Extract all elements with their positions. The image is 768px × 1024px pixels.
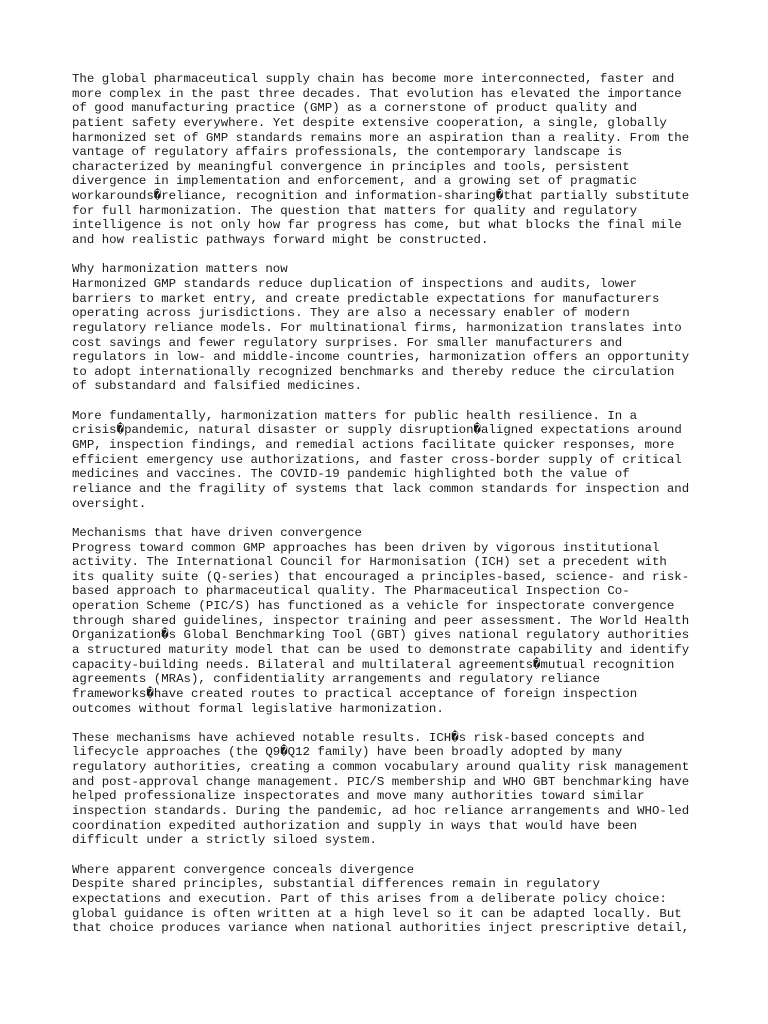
text-line: more complex in the past three decades. That evolution has elevated the importance bbox=[72, 86, 682, 101]
text-line: GMP, inspection findings, and remedial actions facilitate quicker responses, more bbox=[72, 438, 675, 453]
text-line: medicines and vaccines. The COVID-19 pandemic highlighted both the value of bbox=[72, 467, 630, 482]
divergence-section bbox=[72, 863, 712, 936]
text-line: and how realistic pathways forward might be constructed. bbox=[72, 233, 489, 248]
text-line: outcomes without formal legislative harmonization. bbox=[72, 701, 444, 716]
text-line: of good manufacturing practice (GMP) as a cornerstone of product quality and bbox=[72, 101, 638, 116]
paragraph-spacer bbox=[72, 848, 712, 863]
text-line: barriers to market entry, and create predictable expectations for manufacturers bbox=[72, 291, 660, 306]
text-line: Despite shared principles, substantial differences remain in regulatory bbox=[72, 877, 600, 892]
text-line: Organization�s Global Benchmarking Tool (GBT) gives national regulatory authorities bbox=[72, 628, 690, 643]
text-line: activity. The International Council for Harmonisation (ICH) set a precedent with bbox=[72, 555, 667, 570]
paragraph-spacer bbox=[72, 511, 712, 526]
text-line: regulatory authorities, creating a common vocabulary around quality risk management bbox=[72, 760, 690, 775]
text-line: patient safety everywhere. Yet despite extensive cooperation, a single, globally bbox=[72, 115, 667, 130]
text-line: for full harmonization. The question that matters for quality and regulatory bbox=[72, 203, 638, 218]
text-line: coordination expedited authorization and supply in ways that would have been bbox=[72, 818, 638, 833]
why-harmonization-section bbox=[72, 262, 712, 394]
section-heading: Where apparent convergence conceals divergence bbox=[72, 862, 415, 877]
text-line: Progress toward common GMP approaches has been driven by vigorous institutional bbox=[72, 540, 660, 555]
text-line: global guidance is often written at a high level so it can be adapted locally. But bbox=[72, 906, 682, 921]
text-line: helped professionalize inspectorates and move many authorities toward similar bbox=[72, 789, 645, 804]
text-line: a structured maturity model that can be used to demonstrate capability and identify bbox=[72, 642, 690, 657]
text-line: based approach to pharmaceutical quality. The Pharmaceutical Inspection Co- bbox=[72, 584, 630, 599]
text-line: agreements (MRAs), confidentiality arrangements and regulatory reliance bbox=[72, 672, 600, 687]
text-line: crisis�pandemic, natural disaster or supply disruption�aligned expectations around bbox=[72, 423, 682, 438]
text-line: of substandard and falsified medicines. bbox=[72, 379, 362, 394]
document-page bbox=[72, 72, 712, 936]
text-line: efficient emergency use authorizations, and faster cross-border supply of critical bbox=[72, 452, 682, 467]
mechanisms-section bbox=[72, 526, 712, 716]
intro-paragraph bbox=[72, 72, 712, 248]
text-line: Harmonized GMP standards reduce duplication of inspections and audits, lower bbox=[72, 276, 638, 291]
paragraph-spacer bbox=[72, 394, 712, 409]
text-line: divergence in implementation and enforcement, and a growing set of pragmatic bbox=[72, 174, 638, 189]
results-paragraph bbox=[72, 731, 712, 848]
section-heading: Mechanisms that have driven convergence bbox=[72, 525, 362, 540]
text-line: workarounds�reliance, recognition and information-sharing�that partially substitute bbox=[72, 189, 690, 204]
text-line: inspection standards. During the pandemic, ad hoc reliance arrangements and WHO-led bbox=[72, 804, 690, 819]
resilience-paragraph bbox=[72, 409, 712, 511]
text-line: More fundamentally, harmonization matters for public health resilience. In a bbox=[72, 408, 638, 423]
section-heading: Why harmonization matters now bbox=[72, 262, 288, 277]
text-line: difficult under a strictly siloed system. bbox=[72, 833, 377, 848]
text-line: through shared guidelines, inspector training and peer assessment. The World Health bbox=[72, 613, 690, 628]
text-line: its quality suite (Q-series) that encouraged a principles-based, science- and risk- bbox=[72, 569, 690, 584]
text-line: operating across jurisdictions. They are also a necessary enabler of modern bbox=[72, 306, 630, 321]
text-line: to adopt internationally recognized benchmarks and thereby reduce the circulation bbox=[72, 364, 675, 379]
text-line: characterized by meaningful convergence in principles and tools, persistent bbox=[72, 159, 630, 174]
text-line: vantage of regulatory affairs professionals, the contemporary landscape is bbox=[72, 145, 623, 160]
text-line: cost savings and fewer regulatory surprises. For smaller manufacturers and bbox=[72, 335, 623, 350]
text-line: lifecycle approaches (the Q9�Q12 family) have been broadly adopted by many bbox=[72, 745, 623, 760]
text-line: frameworks�have created routes to practical acceptance of foreign inspection bbox=[72, 686, 638, 701]
text-line: and post-approval change management. PIC/S membership and WHO GBT benchmarking have bbox=[72, 774, 690, 789]
text-line: reliance and the fragility of systems that lack common standards for inspection and bbox=[72, 481, 690, 496]
paragraph-spacer bbox=[72, 248, 712, 263]
text-line: oversight. bbox=[72, 496, 147, 511]
text-line: regulatory reliance models. For multinational firms, harmonization translates into bbox=[72, 320, 682, 335]
text-line: These mechanisms have achieved notable results. ICH�s risk-based concepts and bbox=[72, 730, 645, 745]
text-line: The global pharmaceutical supply chain has become more interconnected, faster and bbox=[72, 72, 675, 86]
text-line: intelligence is not only how far progress has come, but what blocks the final mile bbox=[72, 218, 682, 233]
text-line: capacity-building needs. Bilateral and multilateral agreements�mutual recognition bbox=[72, 657, 675, 672]
text-line: harmonized set of GMP standards remains more an aspiration than a reality. From the bbox=[72, 130, 690, 145]
text-line: that choice produces variance when national authorities inject prescriptive detail, bbox=[72, 921, 690, 936]
text-line: expectations and execution. Part of this arises from a deliberate policy choice: bbox=[72, 891, 667, 906]
text-line: regulators in low- and middle-income countries, harmonization offers an opportunity bbox=[72, 350, 690, 365]
text-line: operation Scheme (PIC/S) has functioned as a vehicle for inspectorate convergence bbox=[72, 599, 675, 614]
paragraph-spacer bbox=[72, 716, 712, 731]
